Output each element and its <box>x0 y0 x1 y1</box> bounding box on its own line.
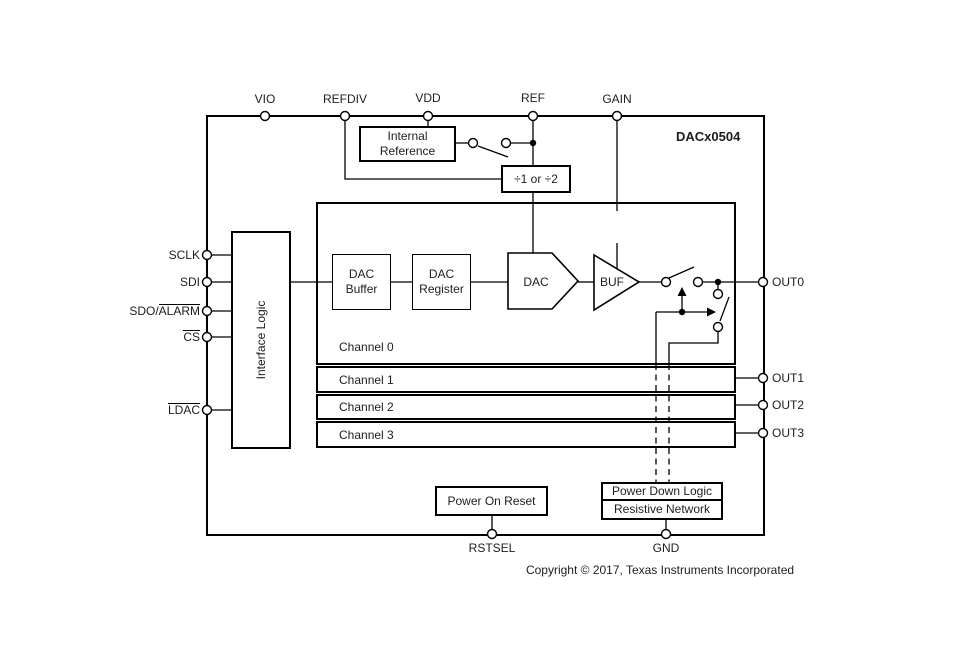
resistive-network-label: Resistive Network <box>613 502 711 516</box>
pin-circles <box>203 112 768 539</box>
vio-pin <box>261 112 270 121</box>
pin-label-sdi <box>114 275 200 289</box>
pin-label-sdo-alarm <box>114 304 200 318</box>
powerdown-switch-blade <box>720 297 729 321</box>
pin-label-ldac-overline: LDAC <box>167 403 200 417</box>
powerdown-switch-contact-bottom <box>714 323 723 332</box>
pin-label-ldac <box>114 403 200 417</box>
wires <box>207 116 759 534</box>
pin-label-sclk-text: SCLK <box>168 248 200 262</box>
cs-pin <box>203 333 212 342</box>
refdiv-pin <box>341 112 350 121</box>
sdi-pin <box>203 278 212 287</box>
up-arrowhead <box>678 287 687 296</box>
pin-label-gnd: GND <box>652 541 680 555</box>
device-title: DACx0504 <box>676 129 741 144</box>
gain-pin <box>613 112 622 121</box>
right-arrowhead <box>707 308 716 317</box>
channel-1-label: Channel 1 <box>339 372 394 387</box>
buf-label: BUF <box>600 275 624 289</box>
channel-0-label: Channel 0 <box>339 340 394 354</box>
dac-buffer-label-line2: Buffer <box>345 282 378 296</box>
pin-label-out0: OUT0 <box>772 275 805 289</box>
channel-2-label: Channel 2 <box>339 400 394 414</box>
output-switch-contact-left <box>662 278 671 287</box>
pin-label-refdiv: REFDIV <box>322 92 368 106</box>
switch-b-return-wire <box>669 331 718 364</box>
pin-label-cs-overline: CS <box>183 330 200 344</box>
power-on-reset-label: Power On Reset <box>447 493 536 508</box>
reference-switch-blade <box>478 146 508 157</box>
power-down-logic-label: Power Down Logic <box>611 484 713 498</box>
sdo-alarm-pin <box>203 307 212 316</box>
output-switch-blade <box>669 267 694 278</box>
pin-label-sclk <box>114 248 200 262</box>
pin-label-sdi-text: SDI <box>179 275 200 289</box>
output-switch-contact-right <box>694 278 703 287</box>
out3-pin <box>759 429 768 438</box>
dac-register-label-line1: DAC <box>428 267 455 281</box>
ref-junction-dot <box>530 140 536 146</box>
internal-reference-label-line1: Internal <box>387 129 428 143</box>
dac-register-label-line2: Register <box>419 282 464 296</box>
pin-label-rstsel: RSTSEL <box>468 541 516 555</box>
out2-pin <box>759 401 768 410</box>
out1-pin <box>759 374 768 383</box>
refdiv-wire <box>345 116 503 179</box>
pin-label-alarm-overline: ALARM <box>158 304 200 318</box>
dac-buffer-label-line1: DAC <box>348 267 375 281</box>
ldac-pin <box>203 406 212 415</box>
pin-label-vdd: VDD <box>415 91 441 105</box>
channel-3-label: Channel 3 <box>339 427 394 442</box>
pin-label-out3: OUT3 <box>772 426 805 440</box>
rstsel-pin <box>488 530 497 539</box>
pin-label-gain: GAIN <box>602 92 632 106</box>
reference-divider-label: ÷1 or ÷2 <box>514 171 558 186</box>
powerdown-switch-contact-top <box>714 290 723 299</box>
vdd-pin <box>424 112 433 121</box>
out0-pin <box>759 278 768 287</box>
pin-label-vio: VIO <box>254 92 276 106</box>
gnd-pin <box>662 530 671 539</box>
pin-label-sdo-text: SDO/ <box>129 304 159 318</box>
sclk-pin <box>203 251 212 260</box>
pin-label-cs <box>114 330 200 344</box>
reference-switch-contact-right <box>502 139 511 148</box>
pin-label-ref: REF <box>521 91 545 105</box>
reference-switch-contact-left <box>469 139 478 148</box>
internal-reference-label-line2: Reference <box>379 144 436 158</box>
out0-junction-dot <box>715 279 721 285</box>
powerdown-junction-dot <box>679 309 685 315</box>
pin-label-out2: OUT2 <box>772 398 805 412</box>
ref-pin <box>529 112 538 121</box>
copyright-notice: Copyright © 2017, Texas Instruments Incorporated <box>525 563 795 577</box>
interface-logic-label: Interface Logic <box>254 300 268 380</box>
power-down-dashed-lines <box>656 364 669 482</box>
pin-label-out1: OUT1 <box>772 371 805 385</box>
dac-label: DAC <box>523 275 549 289</box>
